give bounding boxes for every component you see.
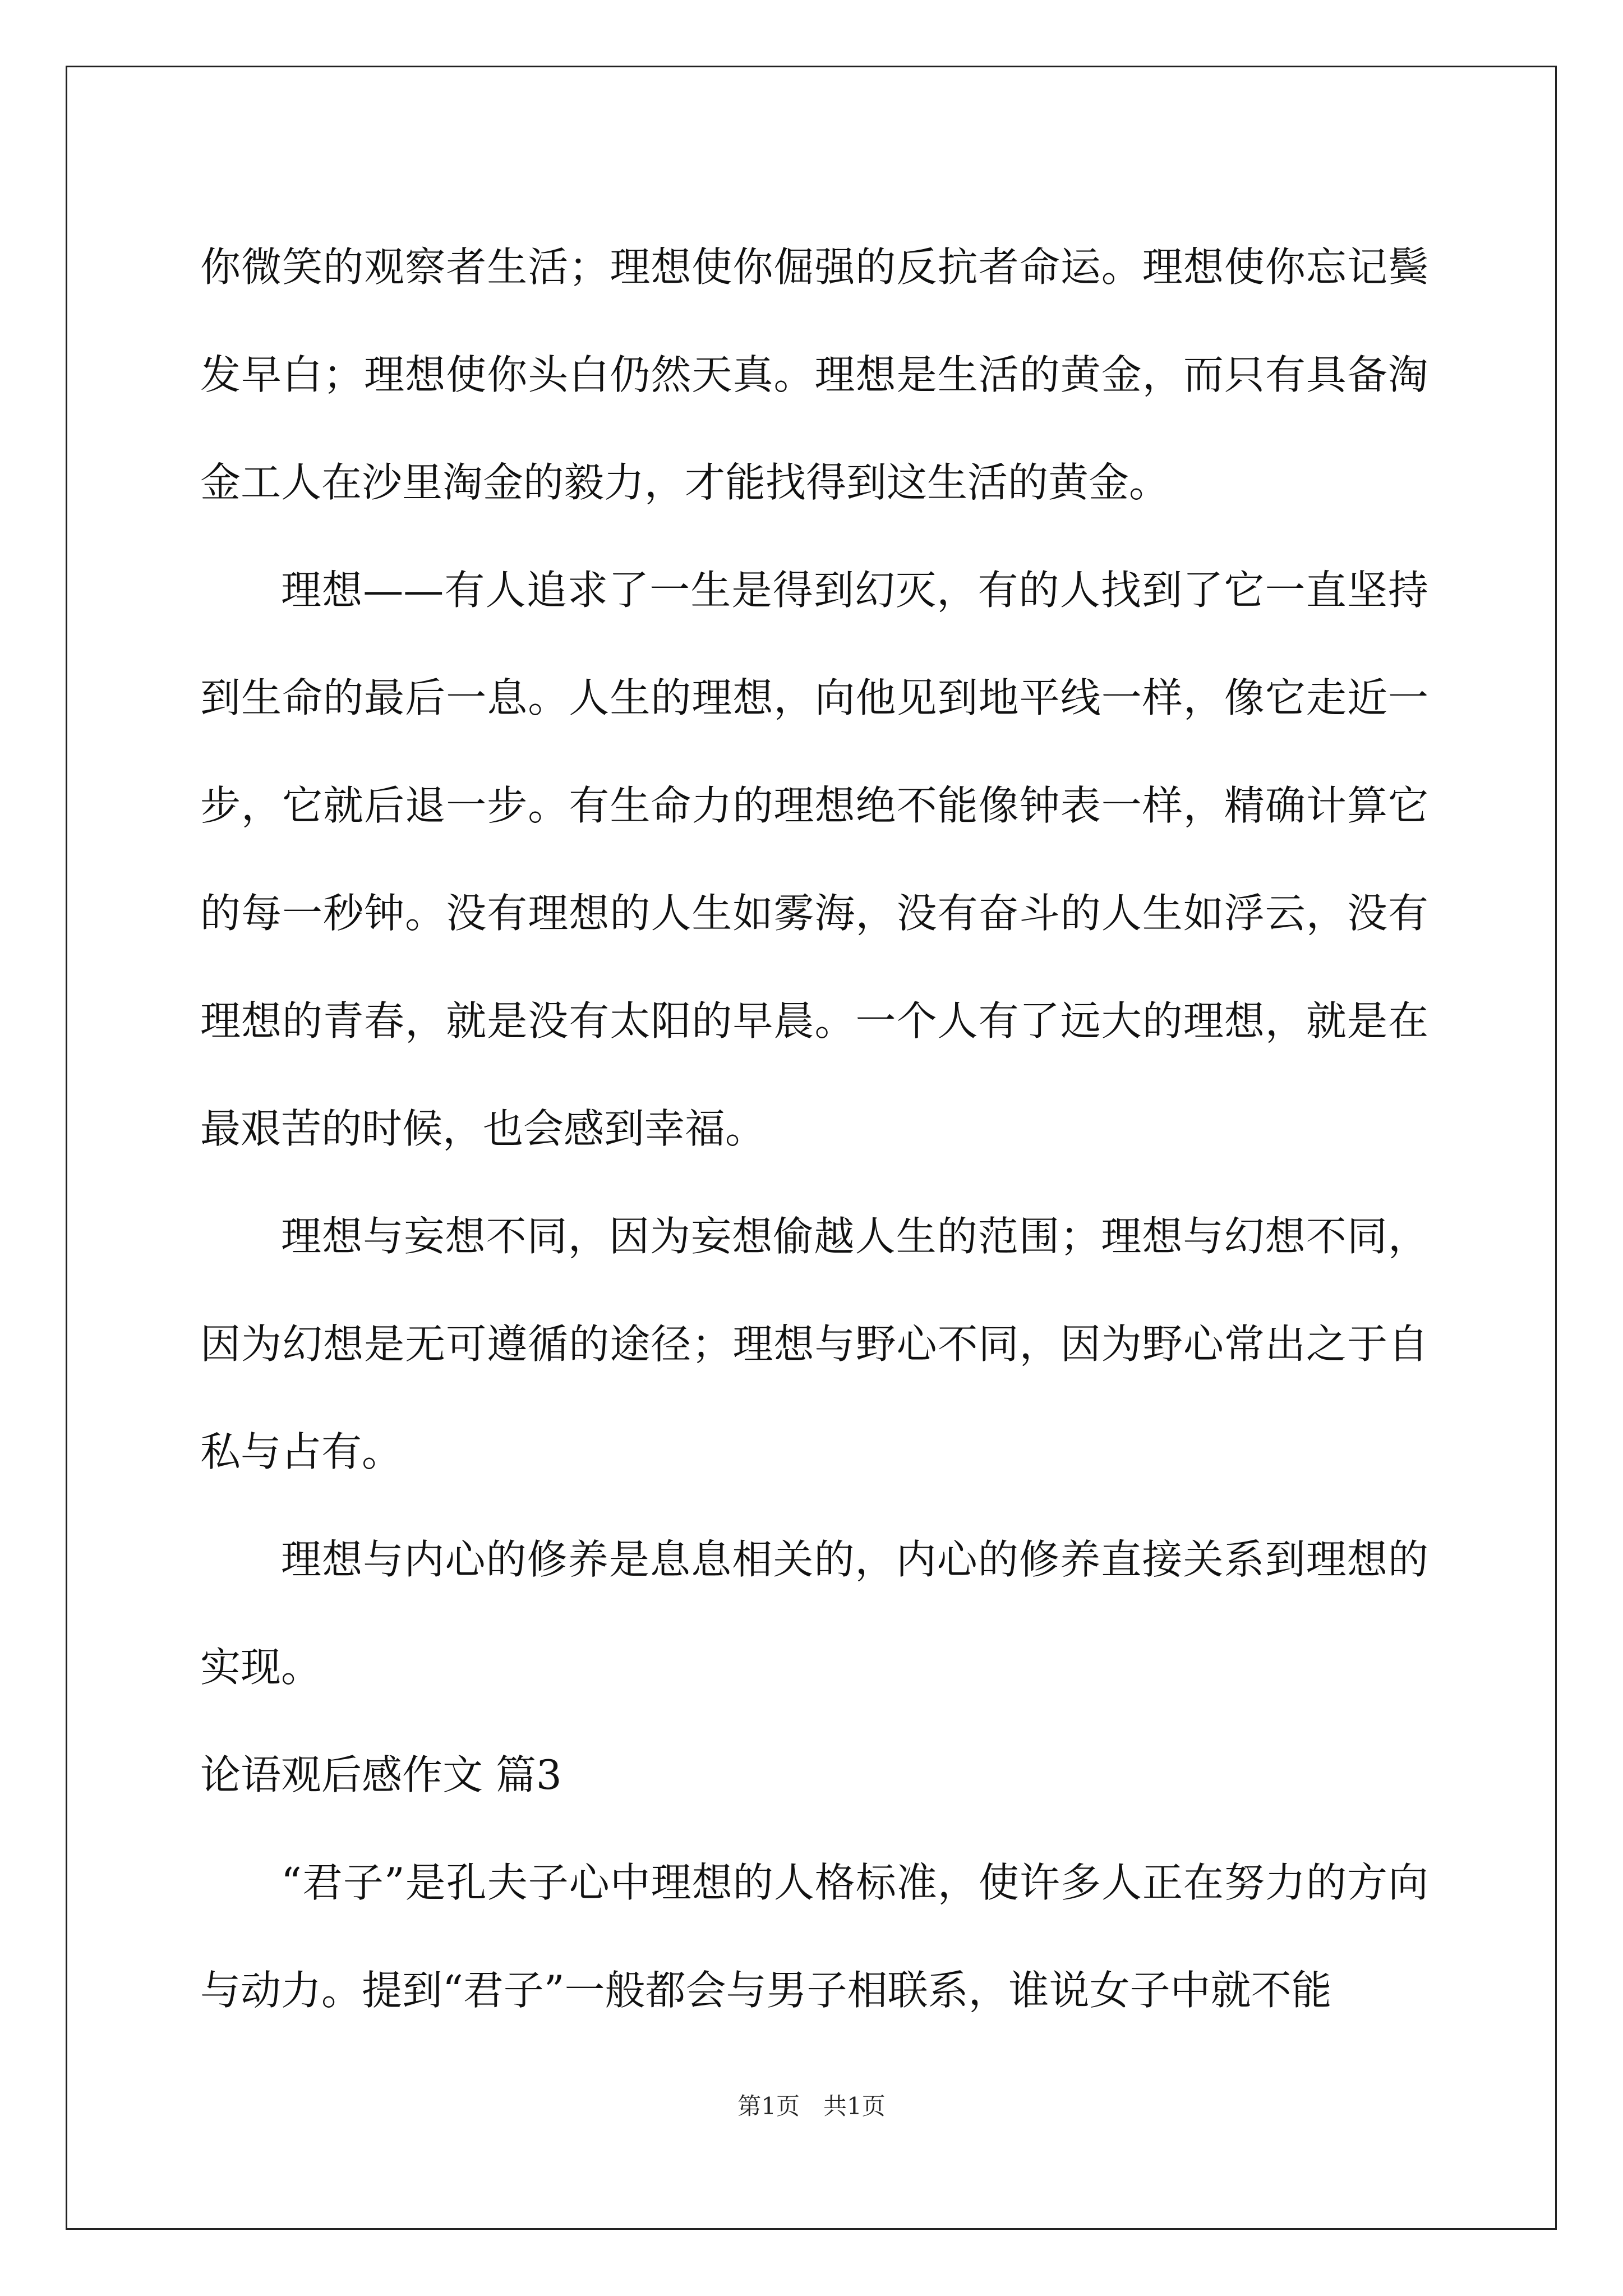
section-heading: 论语观后感作文 篇3: [200, 1751, 562, 1798]
paragraph-4: 理想与内心的修养是息息相关的，内心的修养直接关系到理想的实现。: [200, 1536, 1428, 1691]
paragraph-2: 理想——有人追求了一生是得到幻灭，有的人找到了它一直坚持到生命的最后一息。人生的理想，向他见到地平线一样，像它走近一步，它就后退一步。有生命力的理想绝不能像钟表一样，精确计算它的每一秒钟。没有理想的人生如雾海，没有奋斗的人生如浮云，没有理想的青春，就是没有太阳的早晨。一个人有了远大的理想，就是在最艰苦的时候，也会感到幸福。: [200, 567, 1428, 1152]
section-paragraph-1: “君子”是孔夫子心中理想的人格标准，使许多人正在努力的方向与动力。提到“君子”一般都会与男子相联系，谁说女子中就不能: [200, 1859, 1428, 2014]
paragraph-3: 理想与妄想不同，因为妄想偷越人生的范围；理想与幻想不同，因为幻想是无可遵循的途径；理想与野心不同，因为野心常出之于自私与占有。: [200, 1213, 1428, 1475]
paragraph-1: 你微笑的观察者生活；理想使你倔强的反抗者命运。理想使你忘记鬓发早白；理想使你头白仍然天真。理想是生活的黄金，而只有具备淘金工人在沙里淘金的毅力，才能找得到这生活的黄金。: [200, 243, 1428, 506]
page-footer: 第1页 共1页: [737, 2092, 886, 2120]
document-body: [200, 213, 1428, 2044]
